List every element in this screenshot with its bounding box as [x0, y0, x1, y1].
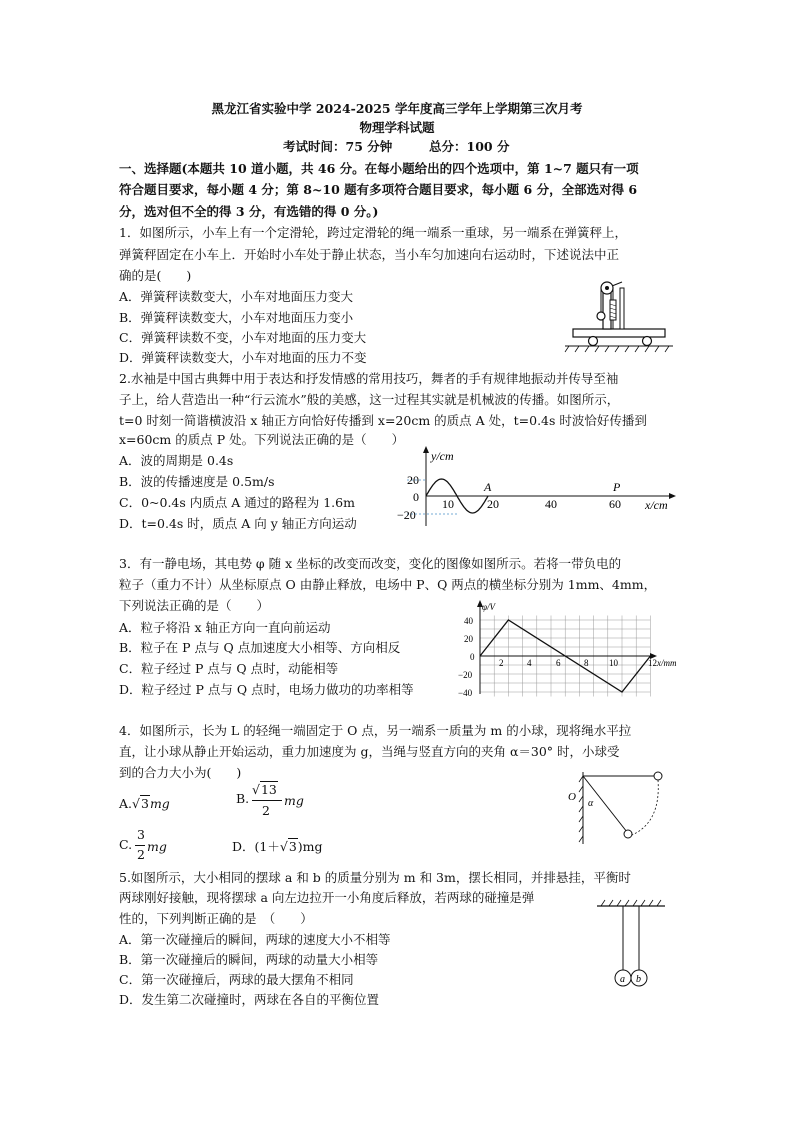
q1-option-a: A．弹簧秤读数变大，小车对地面压力变大 [119, 289, 354, 304]
pendulum-figure [565, 772, 675, 847]
x-tick-label: 10 [609, 658, 618, 668]
y-tick-label: 20 [407, 473, 419, 487]
q1-option-c: C．弹簧秤读数不变，小车对地面的压力变大 [119, 330, 367, 345]
x-axis-label: x/mm [657, 658, 677, 668]
label-o: O [568, 791, 576, 803]
q5-option-b: B．第一次碰撞后的瞬间，两球的动量大小相等 [119, 952, 379, 967]
q4-stem-line: 直，让小球从静止开始运动，重力加速度为 g，当绳与竖直方向的夹角 α＝30° 时，小球受 [119, 744, 620, 759]
q4-option-a: A.√3mg [119, 796, 170, 811]
x-tick-label: 40 [545, 497, 557, 511]
x-axis-arrow-icon [669, 493, 676, 499]
q1-stem-line: 确的是( ) [119, 268, 192, 283]
q4-option-c-numerator: 3 [137, 827, 145, 842]
y-tick-label: 20 [464, 634, 473, 644]
q2-option-d: D．t=0.4s 时，质点 A 向 y 轴正方向运动 [119, 516, 357, 531]
x-tick-label: 60 [609, 497, 621, 511]
x-tick-label: 4 [527, 658, 532, 668]
fraction-bar [252, 800, 282, 801]
q2-stem-line: 子上，给人营造出一种“行云流水”般的美感，这一过程其实就是机械波的传播。如图所示， [119, 392, 620, 407]
cart-pulley-figure [565, 274, 675, 354]
q4-option-b-denominator: 2 [262, 803, 270, 818]
y-axis-label: y/cm [431, 449, 454, 463]
x-tick-label: 8 [584, 658, 589, 668]
q5-option-a: A．第一次碰撞后的瞬间，两球的速度大小不相等 [119, 932, 391, 947]
point-a-label: A [484, 480, 492, 494]
section-instruction-line: 一、选择题(本题共 10 道小题，共 46 分。在每小题给出的四个选项中，第 1~7 题只有一项 [119, 161, 639, 176]
q1-option-b: B．弹簧秤读数变大，小车对地面压力变小 [119, 310, 354, 325]
q2-stem-line: x=60cm 的质点 P 处。下列说法正确的是（ ） [119, 432, 405, 447]
x-tick-label: 6 [556, 658, 561, 668]
q3-stem-line: 下列说法正确的是（ ） [119, 598, 270, 613]
label-alpha: α [588, 798, 594, 809]
q3-option-d: D．粒子经过 P 点与 Q 点时，电场力做功的功率相等 [119, 682, 414, 697]
q4-option-c-suffix: mg [147, 839, 167, 854]
q2-option-b: B．波的传播速度是 0.5m/s [119, 474, 275, 489]
y-axis-arrow-icon [423, 446, 429, 453]
exam-subject: 物理学科试题 [359, 120, 435, 135]
two-pendulum-figure [595, 898, 670, 993]
point-p-label: P [613, 480, 621, 494]
y-axis-label: φ/V [482, 602, 495, 612]
q5-stem-line: 性的，下列判断正确的是 （ ） [119, 911, 313, 926]
q4-stem-line: 到的合力大小为( ) [119, 765, 242, 780]
q1-stem-line: 1．如图所示，小车上有一个定滑轮，跨过定滑轮的绳一端系一重球，另一端系在弹簧秤上， [119, 225, 627, 240]
y-tick-label: 0 [470, 652, 475, 662]
q2-stem-line: 2.水袖是中国古典舞中用于表达和抒发情感的常用技巧，舞者的手有规律地振动并传导至袖 [119, 371, 619, 386]
q3-option-a: A．粒子将沿 x 轴正方向一直向前运动 [119, 620, 331, 635]
y-tick-label: 40 [464, 616, 473, 626]
q4-option-c-prefix: C. [119, 837, 133, 852]
q2-stem-line: t=0 时刻一简谐横波沿 x 轴正方向恰好传播到 x=20cm 的质点 A 处，t=0.4s 时波恰好传播到 [119, 413, 647, 428]
q4-stem-line: 4．如图所示，长为 L 的轻绳一端固定于 O 点，另一端系一质量为 m 的小球，现将绳水平拉 [119, 723, 632, 738]
x-tick-label: 20 [487, 497, 499, 511]
y-tick-label: −40 [458, 688, 473, 698]
exam-time: 考试时间：75 分钟 [283, 139, 393, 154]
q3-stem-line: 粒子（重力不计）从坐标原点 O 由静止释放，电场中 P、Q 两点的横坐标分别为 1mm、4mm， [119, 577, 657, 592]
section-instruction-line: 符合题目要求，每小题 4 分；第 8~10 题有多项符合题目要求，每小题 6 分，全部选对得 6 [119, 182, 638, 197]
q4-option-b-suffix: mg [284, 793, 304, 808]
q2-option-c: C．0~0.4s 内质点 A 通过的路程为 1.6m [119, 495, 355, 510]
q4-option-b-prefix: B. [236, 791, 250, 806]
wave-graph [395, 446, 680, 528]
q4-option-b-numerator: √13 [252, 782, 277, 797]
q5-option-d: D．发生第二次碰撞时，两球在各自的平衡位置 [119, 992, 380, 1007]
x-tick-label: 10 [442, 497, 454, 511]
x-axis-label: x/cm [645, 498, 668, 512]
q3-option-b: B．粒子在 P 点与 Q 点加速度大小相等、方向相反 [119, 640, 401, 655]
q5-stem-line: 两球刚好接触，现将摆球 a 向左边拉开一小角度后释放，若两球的碰撞是弹 [119, 890, 535, 905]
q4-option-c-denominator: 2 [137, 847, 145, 862]
q5-stem-line: 5.如图所示，大小相同的摆球 a 和 b 的质量分别为 m 和 3m，摆长相同，并排悬挂，平衡时 [119, 870, 631, 885]
total-score: 总分：100 分 [429, 139, 510, 154]
q2-option-a: A．波的周期是 0.4s [119, 453, 234, 468]
ball-b-label: b [636, 974, 641, 985]
q3-stem-line: 3．有一静电场，其电势 φ 随 x 坐标的改变而改变，变化的图像如图所示。若将一带负电的 [119, 556, 622, 571]
y-tick-label: −20 [397, 508, 416, 522]
x-tick-label: 12 [648, 658, 657, 668]
ball-a-label: a [620, 974, 625, 985]
q4-option-d: D．(1＋√3)mg [232, 839, 323, 854]
q1-stem-line: 弹簧秤固定在小车上．开始时小车处于静止状态，当小车匀加速向右运动时，下述说法中正 [119, 247, 620, 262]
q3-option-c: C．粒子经过 P 点与 Q 点时，动能相等 [119, 661, 339, 676]
section-instruction-line: 分，选对但不全的得 3 分，有选错的得 0 分。) [119, 204, 379, 219]
x-tick-label: 2 [499, 658, 504, 668]
exam-title: 黑龙江省实验中学 2024-2025 学年度高三学年上学期第三次月考 [211, 101, 583, 116]
q1-option-d: D．弹簧秤读数变大，小车对地面的压力不变 [119, 350, 367, 365]
q5-option-c: C．第一次碰撞后，两球的最大摆角不相同 [119, 972, 354, 987]
y-tick-label: −20 [458, 670, 473, 680]
y-tick-label: 0 [413, 490, 419, 504]
potential-graph [452, 600, 697, 700]
